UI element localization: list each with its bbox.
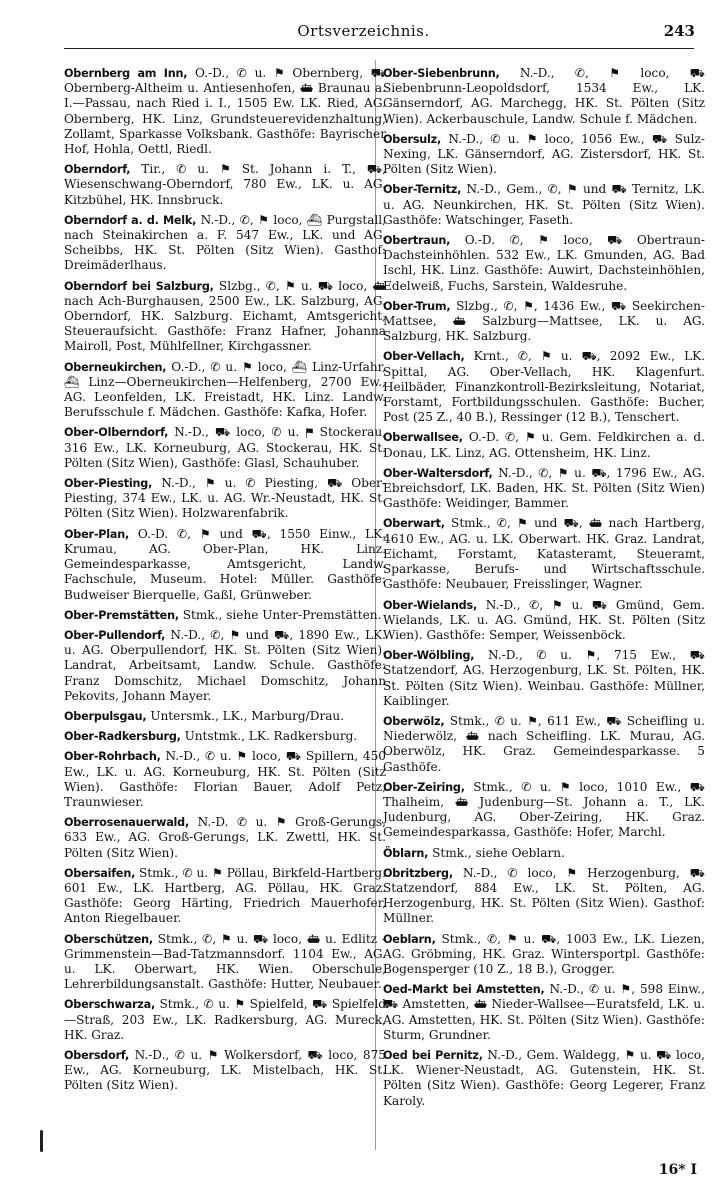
entry-details: Slzbg., ✆, ⚑ u. ⛟ loco, ⛴ nach Ach-Burghausen, 2500 Ew., LK. Salzburg, AG. Oberndorf, HK. Salzburg. Eichamt, Amtsgericht, Steueraufsicht. Gasthöfe: Franz Hafner, Johanna Mairoll, Post, Mühlfellner, Kirchgassner. bbox=[64, 278, 386, 354]
entry-details: N.-D., ✆, ⚑ u. ⛟, 1796 Ew., AG. Ebreichsdorf, LK. Baden, HK. St. Pölten (Sitz Wien) Gasthöfe: Weidinger, Bammer. bbox=[383, 465, 705, 511]
directory-entry bbox=[64, 425, 386, 471]
directory-entry bbox=[383, 132, 705, 178]
entry-details: N.-D., ✆, ⚑ u. ⛟ Gmünd, Gem. Wielands, LK. u. AG. Gmünd, HK. St. Pölten (Sitz Wien). Gasthöfe: Semper, Weissenböck. bbox=[383, 597, 705, 642]
entry-place-name: Oed-Markt bei Amstetten, bbox=[383, 983, 545, 997]
entry-details: N.-D., ✆, ⚑ loco, ⛟ Siebenbrunn-Leopoldsdorf, 1534 Ew., LK. Gänserndorf, AG. Marchegg, HK. St. Pölten (Sitz Wien). Ackerbauschule, Landw. Schule f. Mädchen. bbox=[383, 66, 705, 126]
entry-details: N.-D., ✆ u. ⚑ Wolkersdorf, ⛟ loco, 875 Ew., AG. Korneuburg, LK. Mistelbach, HK. St. Pölten (Sitz Wien). bbox=[64, 1047, 386, 1093]
entry-place-name: Ober-Pullendorf, bbox=[64, 628, 166, 642]
entry-place-name: Ober-Vellach, bbox=[383, 350, 465, 364]
entry-details: N.-D., ✆, ⚑ und ⛟, 1890 Ew., LK. u. AG. Oberpullendorf, HK. St. Pölten (Sitz Wien). Landrat, Arbeitsamt, Landw. Schule. Gasthöfe: Franz Domschitz, Michael Domschitz, Johann Pekovits, Johann Mayer. bbox=[64, 627, 386, 703]
directory-entry bbox=[64, 709, 386, 724]
entry-details: Tir., ✆ u. ⚑ St. Johann i. T., ⛟, Wiesenschwang-Oberndorf, 780 Ew., LK. u. AG. Kitzbühel, HK. Innsbruck. bbox=[64, 162, 386, 207]
entry-details: Stmk., ✆, ⚑ u. ⛟ loco, ⛴ u. Edlitz - Grimmenstein—Bad-Tatzmannsdorf. 1104 Ew., AG. u. LK. Oberwart, HK. Wien. Oberschule, Lehrerbildungsanstalt. Gasthöfe: Hutter, Neubauer. bbox=[64, 931, 386, 992]
entry-details: O.-D., ✆ u. ⚑ loco, ⛴ Linz-Urfahr, ⛴ Linz—Oberneukirchen—Helfenberg, 2700 Ew., AG. Leonfelden, LK. Freistadt, HK. Linz. Landw. Berufsschule f. Mädchen. Gasthöfe: Kafka, Hofer. bbox=[64, 359, 386, 420]
entry-place-name: Ober-Wielands, bbox=[383, 598, 477, 612]
directory-entry bbox=[383, 466, 705, 512]
entry-details: N.-D., ⚑ u. ✆ Piesting, ⛟ Ober-Piesting, 374 Ew., LK. u. AG. Wr.-Neustadt, HK. St. Pölten (Sitz Wien). Holzwarenfabrik. bbox=[64, 476, 386, 521]
directory-entry bbox=[64, 815, 386, 861]
directory-entry bbox=[64, 608, 386, 623]
directory-entry bbox=[383, 299, 705, 345]
directory-entry bbox=[383, 349, 705, 425]
entry-place-name: Oberschützen, bbox=[64, 932, 153, 946]
directory-entry bbox=[383, 516, 705, 592]
entry-details: Stmk., ✆ u. ⚑ Pöllau, Birkfeld-Hartberg. 601 Ew., LK. Hartberg, AG. Pöllau, HK. Graz. Gasthöfe: Georg Härting, Friedrich Mauerhofer, Anton Riegelbauer. bbox=[64, 865, 386, 926]
directory-entry bbox=[64, 932, 386, 993]
entry-place-name: Oberwallsee, bbox=[383, 431, 463, 445]
entry-details: N.-D., ✆ u. ⚑ loco, ⛟ Spillern, 450 Ew., LK. u. AG. Korneuburg, HK. St. Pölten (Sitz Wien). Gasthöfe: Florian Bauer, Adolf Petz, Traunwieser. bbox=[64, 749, 386, 809]
page-title: Ortsverzeichnis. bbox=[297, 22, 430, 40]
entry-details: Stmk., ✆, ⚑ u. ⛟, 1003 Ew., LK. Liezen, AG. Gröbming, HK. Graz. Wintersportpl. Gasthöfe: Bogensperger (10 Z., 18 B.), Grogger. bbox=[383, 931, 705, 976]
directory-entry bbox=[64, 628, 386, 704]
entry-place-name: Ober-Piesting, bbox=[64, 477, 153, 491]
directory-entry bbox=[383, 846, 705, 861]
entry-details: Stmk., siehe Unter-Premstätten. bbox=[182, 607, 382, 622]
directory-entry bbox=[383, 182, 705, 228]
directory-entry bbox=[64, 729, 386, 744]
entry-details: N.-D. ✆ u. ⚑ Groß-Gerungs, 633 Ew., AG. Groß-Gerungs, LK. Zwettl, HK. St. Pölten (Sitz Wien). bbox=[64, 815, 386, 860]
entry-place-name: Oberschwarza, bbox=[64, 998, 155, 1012]
directory-entry bbox=[383, 430, 705, 460]
entry-details: O.-D. ✆, ⚑ und ⛟, 1550 Einw., LK. Krumau, AG. Ober-Plan, HK. Linz. Gemeindesparkasse, Amtsgericht, Landw. Fachschule, Museum. Hotel: Müller. Gasthöfe: Budweiser Bierquelle, Gaßl, Grünweber. bbox=[64, 526, 386, 602]
entry-details: Stmk., ✆ u. ⚑, 611 Ew., ⛟ Scheifling u. Niederwölz, ⛴ nach Scheifling. LK. Murau, AG. Oberwölz, HK. Graz. Gemeindesparkasse. 5 Gasthöfe. bbox=[383, 713, 705, 774]
directory-entry bbox=[383, 866, 705, 927]
right-column bbox=[383, 66, 705, 1114]
entry-place-name: Oberwölz, bbox=[383, 714, 445, 728]
sheet-signature: 16* I bbox=[658, 1162, 697, 1178]
entry-details: N.-D., ✆ u. ⚑ loco, 1056 Ew., ⛟ Sulz-Nexing, LK. Gänserndorf, AG. Zistersdorf, HK. St. Pölten (Sitz Wien). bbox=[383, 131, 705, 177]
entry-place-name: Ober-Olberndorf, bbox=[64, 426, 169, 440]
directory-entry bbox=[383, 982, 705, 1043]
entry-place-name: Oberndorf bei Salzburg, bbox=[64, 279, 214, 293]
entry-place-name: Oberrosenauerwald, bbox=[64, 816, 190, 830]
entry-details: Krnt., ✆, ⚑ u. ⛟, 2092 Ew., LK. Spittal, AG. Ober-Vellach, HK. Klagenfurt. Heilbäder, Finanzkontroll-Bezirksleitung, Notariat, Forstamt, Fortbildungsschulen. Gasthöfe: Bucher, Post (25 Z., 40 B.), Ressinger (12 B.), Tenschert. bbox=[383, 349, 705, 425]
entry-details: Stmk., ✆ u. ⚑ loco, 1010 Ew., ⛟ Thalheim, ⛴ Judenburg—St. Johann a. T., LK. Judenburg, AG. Ober-Zeiring, HK. Graz. Gemeindesparkassa, Gasthöfe: Hofer, Marchl. bbox=[383, 779, 705, 840]
directory-entry bbox=[64, 749, 386, 810]
directory-entry bbox=[383, 598, 705, 644]
entry-details: Untersmk., LK., Marburg/Drau. bbox=[150, 708, 345, 723]
entry-details: N.-D., ⛟ loco, ✆ u. ⚑ Stockerau, 316 Ew., LK. Korneuburg, AG. Stockerau, HK. St. Pölten (Sitz Wien), Gasthöfe: Glasl, Schauhuber. bbox=[64, 425, 386, 470]
directory-entry bbox=[383, 780, 705, 841]
directory-entry bbox=[64, 527, 386, 603]
entry-place-name: Obersdorf, bbox=[64, 1048, 129, 1062]
entry-place-name: Oed bei Pernitz, bbox=[383, 1048, 483, 1062]
directory-entry bbox=[64, 997, 386, 1043]
entry-place-name: Ober-Zeiring, bbox=[383, 780, 465, 794]
page-header bbox=[0, 22, 727, 42]
directory-entry bbox=[64, 213, 386, 274]
entry-place-name: Ober-Rohrbach, bbox=[64, 750, 161, 764]
directory-entry bbox=[64, 866, 386, 927]
directory-entry bbox=[64, 476, 386, 522]
directory-entry bbox=[383, 1048, 705, 1109]
entry-place-name: Obritzberg, bbox=[383, 866, 453, 880]
entry-place-name: Oberndorf, bbox=[64, 163, 131, 177]
entry-place-name: Oeblarn, bbox=[383, 932, 436, 946]
margin-mark bbox=[40, 1130, 43, 1152]
entry-place-name: Öblarn, bbox=[383, 846, 429, 860]
entry-details: N.-D., ✆ u. ⚑, 715 Ew., ⛟ Statzendorf, AG. Herzogenburg, LK. St. Pölten, HK. St. Pölten (Sitz Wien). Weinbau. Gasthöfe: Müllner, Kaiblinger. bbox=[383, 648, 705, 708]
entry-place-name: Obersulz, bbox=[383, 132, 442, 146]
directory-entry bbox=[64, 279, 386, 355]
entry-place-name: Ober-Ternitz, bbox=[383, 183, 462, 197]
directory-entry bbox=[383, 66, 705, 127]
entry-place-name: Ober-Plan, bbox=[64, 527, 130, 541]
directory-entry bbox=[64, 1048, 386, 1094]
directory-entry bbox=[383, 648, 705, 709]
entry-details: N.-D., Gem. Waldegg, ⚑ u. ⛟ loco, LK. Wiener-Neustadt, AG. Gutenstein, HK. St. Pölten (Sitz Wien). Gasthöfe: Georg Legerer, Franz Karoly. bbox=[383, 1047, 705, 1108]
entry-details: Stmk., siehe Oeblarn. bbox=[432, 845, 565, 860]
entry-place-name: Obertraun, bbox=[383, 234, 451, 248]
directory-entry bbox=[64, 360, 386, 421]
entry-details: Stmk., ✆, ⚑ und ⛟, ⛴ nach Hartberg, 4610 Ew., AG. u. LK. Oberwart. HK. Graz. Landrat, Eichamt, Forstamt, Katasteramt, Steueramt, Sparkasse, Berufs- und Wirtschaftsschule. Gasthöfe: Neubauer, Freisslinger, Wagner. bbox=[383, 516, 705, 592]
directory-entry bbox=[64, 66, 386, 157]
entry-place-name: Obersaifen, bbox=[64, 866, 136, 880]
entry-details: N.-D., ✆ loco, ⚑ Herzogenburg, ⛟ Statzendorf, 884 Ew., LK. St. Pölten, AG. Herzogenburg, HK. St. Pölten (Sitz Wien). Gasthof: Müllner. bbox=[383, 865, 705, 926]
entry-place-name: Oberneukirchen, bbox=[64, 360, 167, 374]
entry-place-name: Ober-Waltersdorf, bbox=[383, 466, 493, 480]
page-number: 243 bbox=[663, 22, 695, 40]
entry-details: O.-D. ✆, ⚑ loco, ⛟ Obertraun-Dachsteinhöhlen. 532 Ew., LK. Gmunden, AG. Bad Ischl, HK. Linz. Gasthöfe: Auwirt, Dachsteinhöhlen, Edelweiß, Fuchs, Sarstein, Waldesruhe. bbox=[383, 233, 705, 293]
directory-entry bbox=[383, 714, 705, 775]
entry-details: Slzbg., ✆, ⚑, 1436 Ew., ⛟ Seekirchen-Mattsee, ⛴ Salzburg—Mattsee, LK. u. AG. Salzburg, HK. Salzburg. bbox=[383, 298, 705, 344]
entry-details: Untstmk., LK. Radkersburg. bbox=[184, 729, 358, 744]
entry-place-name: Ober-Radkersburg, bbox=[64, 730, 181, 744]
entry-place-name: Obernberg am Inn, bbox=[64, 67, 188, 80]
entry-details: N.-D., Gem., ✆, ⚑ und ⛟ Ternitz, LK. u. AG. Neunkirchen, HK. St. Pölten (Sitz Wien). Gasthöfe: Watschinger, Faseth. bbox=[383, 182, 705, 227]
entry-details: O.-D., ✆ u. ⚑ Obernberg, ⛟ Obernberg-Altheim u. Antiesenhofen, ⛴ Braunau a. I.—Passau, nach Ried i. I., 1505 Ew. LK. Ried, AG. Obernberg, HK. Linz, Grundsteuerevidenzhaltung, Zollamt, Sparkasse Volksbank. Gasthöfe: Bayrischer Hof, Hohla, Oettl, Riedl. bbox=[64, 66, 386, 157]
left-column bbox=[64, 66, 386, 1099]
entry-place-name: Oberwart, bbox=[383, 517, 445, 531]
directory-entry bbox=[383, 932, 705, 978]
header-rule bbox=[64, 48, 694, 49]
entry-details: N.-D., ✆ u. ⚑, 598 Einw., ⛟ Amstetten, ⛴ Nieder-Wallsee—Euratsfeld, LK. u. AG. Amstetten, HK. St. Pölten (Sitz Wien). Gasthöfe: Sturm, Grundner. bbox=[383, 982, 705, 1042]
directory-entry bbox=[383, 233, 705, 294]
entry-details: Stmk., ✆ u. ⚑ Spielfeld, ⛟ Spielfeld—Straß, 203 Ew., LK. Radkersburg, AG. Mureck, HK. Graz. bbox=[64, 997, 386, 1042]
entry-place-name: Oberndorf a. d. Melk, bbox=[64, 213, 197, 227]
entry-details: N.-D., ✆, ⚑ loco, ⛴ Purgstall, nach Steinakirchen a. F. 547 Ew., LK. und AG. Scheibbs, HK. St. Pölten (Sitz Wien). Gasthof: Dreimäderlhaus. bbox=[64, 212, 386, 273]
entry-place-name: Oberpulsgau, bbox=[64, 709, 147, 723]
directory-entry bbox=[64, 162, 386, 208]
entry-place-name: Ober-Siebenbrunn, bbox=[383, 67, 500, 80]
entry-place-name: Ober-Premstätten, bbox=[64, 608, 179, 622]
entry-details: O.-D. ✆, ⚑ u. Gem. Feldkirchen a. d. Donau, LK. Linz, AG. Ottensheim, HK. Linz. bbox=[383, 430, 705, 460]
entry-place-name: Ober-Wölbling, bbox=[383, 649, 475, 663]
entry-place-name: Ober-Trum, bbox=[383, 299, 451, 313]
